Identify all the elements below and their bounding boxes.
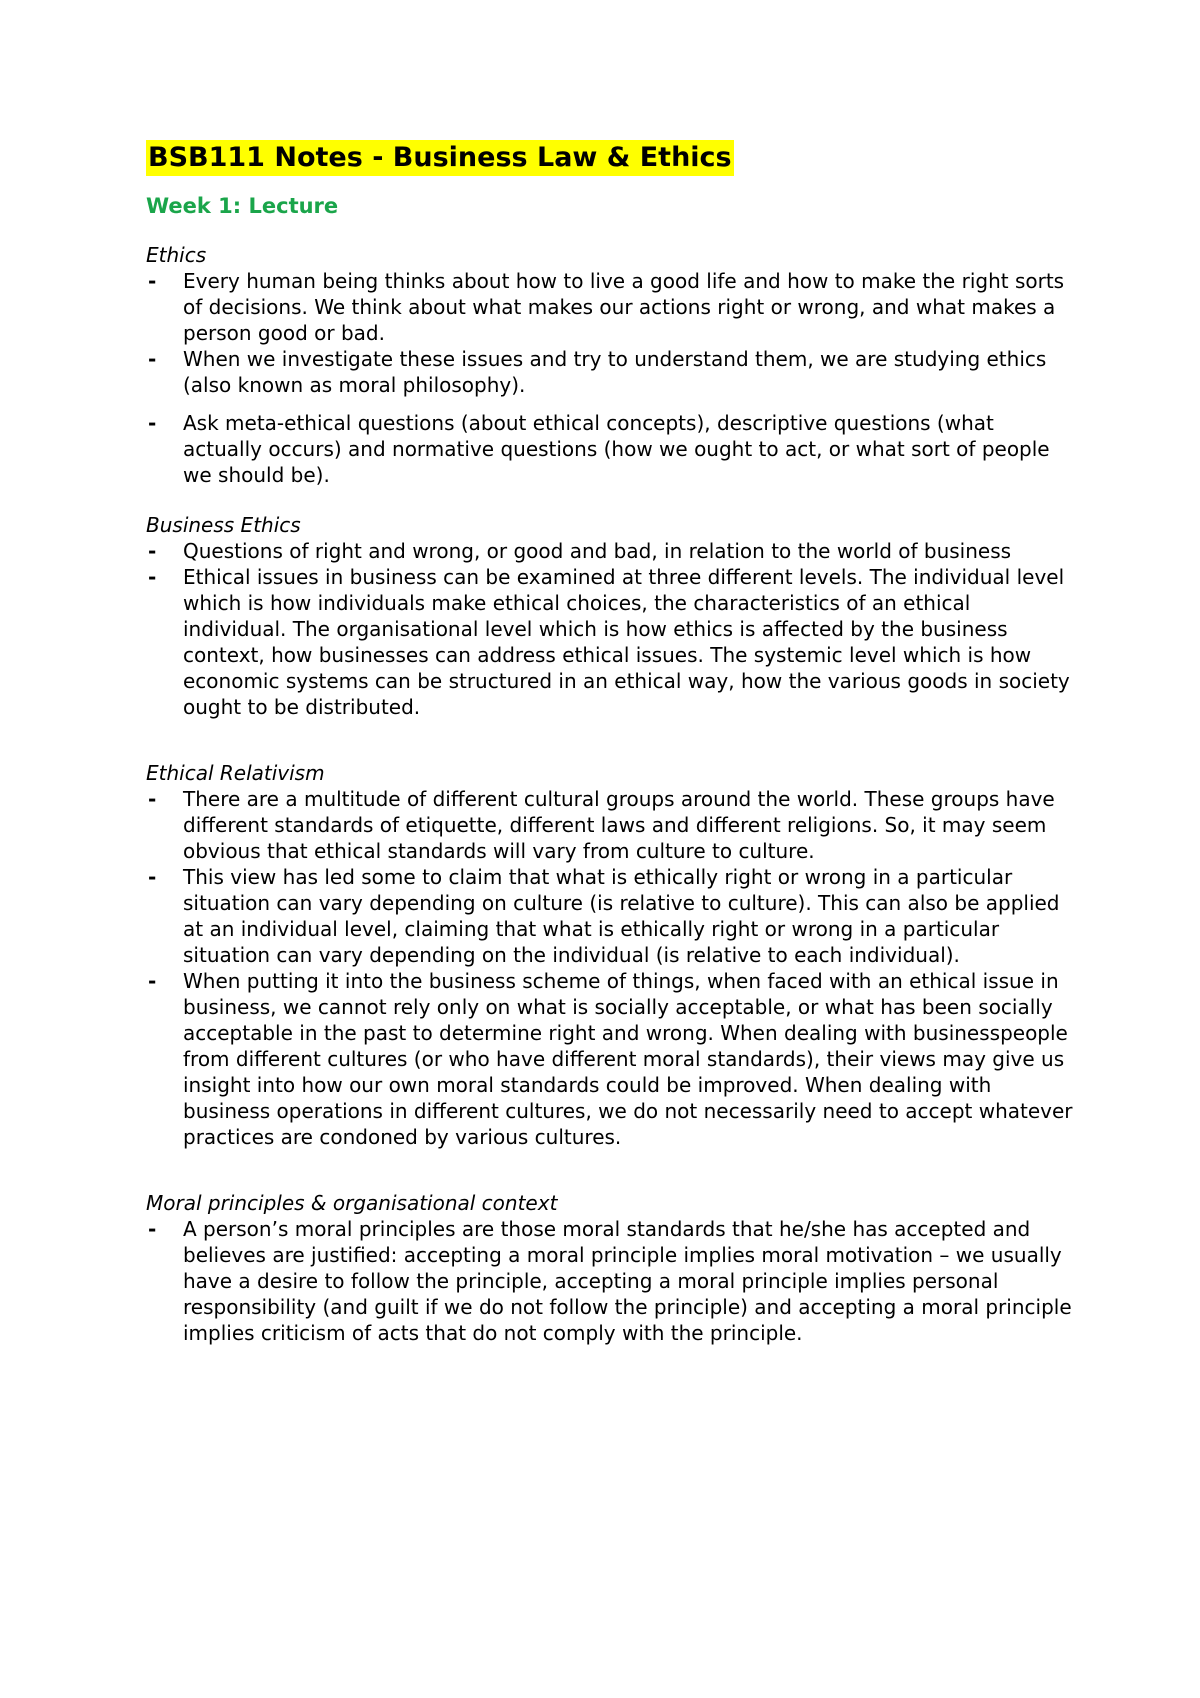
section-ethics <box>146 242 1076 488</box>
list-item <box>146 538 1076 564</box>
bullet-marker: - <box>148 539 157 563</box>
bullet-marker: - <box>148 787 157 811</box>
list-item <box>146 564 1076 720</box>
bullet-marker: - <box>148 865 157 889</box>
bullet-marker: - <box>148 969 157 993</box>
list-item <box>146 968 1076 1150</box>
section-ethical-relativism <box>146 760 1076 1150</box>
list-item <box>146 864 1076 968</box>
bullet-text: This view has led some to claim that what is ethically right or wrong in a particular situation can vary depending on culture (is relative to culture). This can also be applied at an individual level, claiming that what is ethically right or wrong in a particular situation can vary depending on the individual (is relative to each individual). <box>183 865 1060 967</box>
list-item <box>146 410 1076 488</box>
section-heading: Business Ethics <box>146 513 301 537</box>
list-item <box>146 346 1076 398</box>
bullet-text: When putting it into the business scheme of things, when faced with an ethical issue in business, we cannot rely only on what is socially acceptable, or what has been socially acceptable in the past to determine right and wrong. When dealing with businesspeople from different cultures (or who have different moral standards), their views may give us insight into how our own moral standards could be improved. When dealing with business operations in different cultures, we do not necessarily need to accept whatever practices are condoned by various cultures. <box>183 969 1073 1149</box>
section-heading: Moral principles & organisational context <box>146 1191 558 1215</box>
bullet-text: A person’s moral principles are those moral standards that he/she has accepted and believes are justified: accepting a moral principle implies moral motivation – we usually have a desire to follow the principle, accepting a moral principle implies personal responsibility (and guilt if we do not follow the principle) and accepting a moral principle implies criticism of acts that do not comply with the principle. <box>183 1217 1072 1345</box>
bullet-text: There are a multitude of different cultural groups around the world. These groups have different standards of etiquette, different laws and different religions. So, it may seem obvious that ethical standards will vary from culture to culture. <box>183 787 1055 863</box>
bullet-list <box>146 268 1076 488</box>
bullet-text: Questions of right and wrong, or good and bad, in relation to the world of business <box>183 539 1012 563</box>
section-moral-principles <box>146 1190 1076 1346</box>
bullet-marker: - <box>148 565 157 589</box>
bullet-text: When we investigate these issues and try to understand them, we are studying ethics (also known as moral philosophy). <box>183 347 1047 397</box>
document-body <box>146 140 1076 1346</box>
bullet-text: Ethical issues in business can be examined at three different levels. The individual level which is how individuals make ethical choices, the characteristics of an ethical individual. The organisational level which is how ethics is affected by the business context, how businesses can address ethical issues. The systemic level which is how economic systems can be structured in an ethical way, how the various goods in society ought to be distributed. <box>183 565 1070 719</box>
list-item <box>146 268 1076 346</box>
bullet-marker: - <box>148 269 157 293</box>
bullet-list <box>146 538 1076 720</box>
bullet-text: Every human being thinks about how to live a good life and how to make the right sorts of decisions. We think about what makes our actions right or wrong, and what makes a person good or bad. <box>183 269 1065 345</box>
bullet-list <box>146 786 1076 1150</box>
section-business-ethics <box>146 512 1076 720</box>
section-heading: Ethics <box>146 243 207 267</box>
bullet-marker: - <box>148 347 157 371</box>
bullet-list <box>146 1216 1076 1346</box>
list-item <box>146 786 1076 864</box>
document-title: BSB111 Notes - Business Law & Ethics <box>146 140 734 176</box>
section-heading: Ethical Relativism <box>146 761 325 785</box>
week-heading: Week 1: Lecture <box>146 194 339 218</box>
bullet-text: Ask meta-ethical questions (about ethical concepts), descriptive questions (what actually occurs) and normative questions (how we ought to act, or what sort of people we should be). <box>183 411 1050 487</box>
bullet-marker: - <box>148 411 157 435</box>
list-item <box>146 1216 1076 1346</box>
bullet-marker: - <box>148 1217 157 1241</box>
